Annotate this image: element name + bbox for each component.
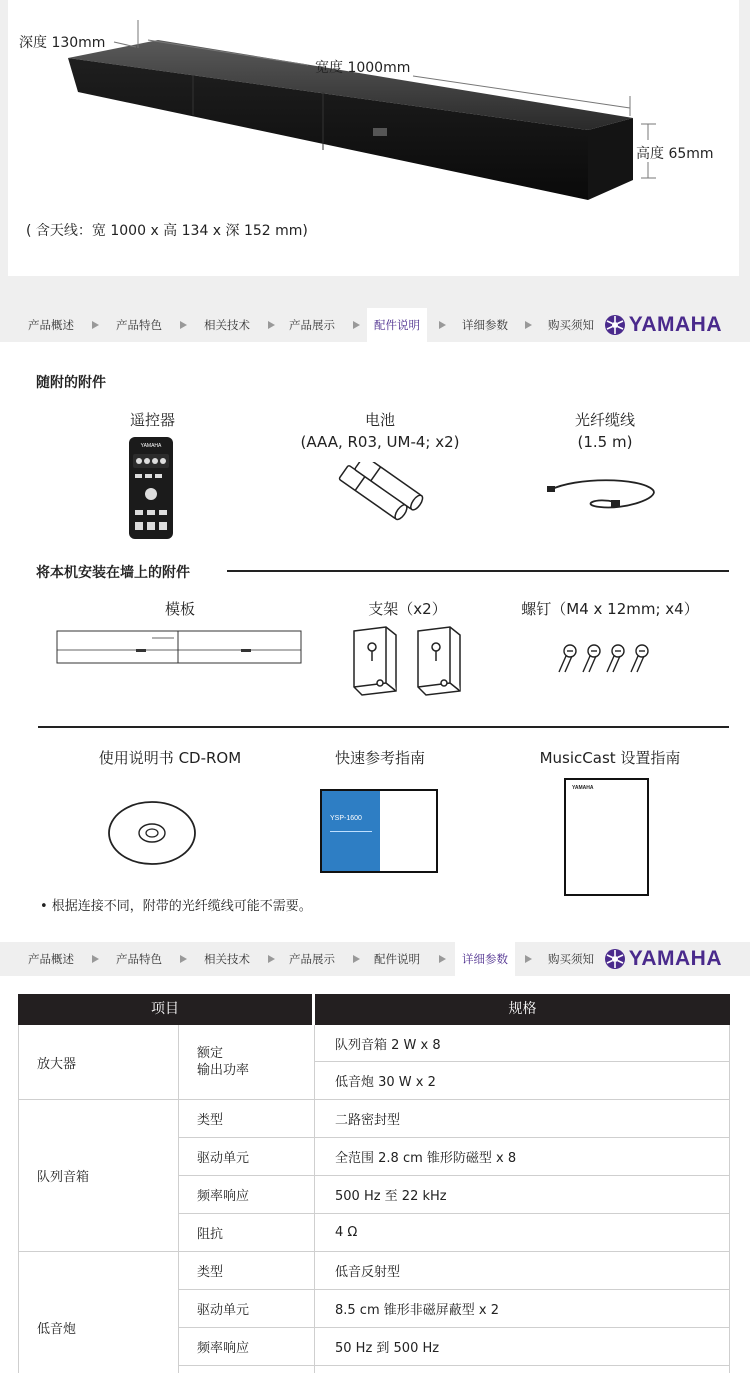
template-label: 模板 (164, 600, 195, 618)
value-type: 低音反射型 (315, 1252, 729, 1290)
mounting-template-icon (56, 630, 302, 664)
cd-rom-icon (107, 800, 197, 866)
value-driver: 8.5 cm 锥形非磁屏蔽型 x 2 (315, 1290, 729, 1328)
nav-showcase[interactable]: 产品展示 (289, 318, 335, 332)
param-driver: 驱动单元 (179, 1138, 314, 1176)
nav-arrow-icon (525, 955, 532, 963)
value-frequency: 50 Hz 到 500 Hz (315, 1328, 729, 1366)
value-frequency: 500 Hz 至 22 kHz (315, 1176, 729, 1214)
cdrom-label: 使用说明书 CD-ROM (98, 749, 242, 767)
nav-arrow-icon (268, 955, 275, 963)
nav-specs[interactable]: 详细参数 (455, 942, 515, 976)
yamaha-logo[interactable] (604, 312, 722, 338)
svg-text:YAMAHA: YAMAHA (140, 443, 162, 449)
booklet-model: YSP-1600 (330, 815, 362, 822)
booklet-brand: YAMAHA (572, 785, 594, 791)
spec-table (0, 976, 750, 1373)
batteries-icon (325, 462, 430, 537)
param-type: 类型 (179, 1100, 314, 1138)
nav-overview[interactable]: 产品概述 (28, 952, 74, 966)
optical-label: 光纤缆线 (574, 411, 635, 429)
param-type: 类型 (179, 1252, 314, 1290)
value-array-output: 队列音箱 2 W x 8 (315, 1025, 729, 1062)
nav-arrow-icon (92, 955, 99, 963)
accessories-panel (0, 342, 750, 942)
nav-features[interactable]: 产品特色 (116, 318, 162, 332)
tuning-fork-logo-icon (604, 314, 626, 336)
musiccast-guide-booklet (564, 778, 649, 896)
value-sub-output: 低音炮 30 W x 2 (315, 1062, 729, 1100)
screws-icon (555, 644, 657, 676)
param-rated-output: 额定 输出功率 (179, 1025, 314, 1100)
param-impedance: 阻抗 (179, 1214, 314, 1252)
nav-arrow-icon (353, 955, 360, 963)
header-spec: 规格 (315, 994, 730, 1025)
brand-text: YAMAHA (628, 947, 722, 970)
optical-cable-icon (545, 472, 660, 517)
remote-label: 遥控器 (129, 411, 175, 429)
section-included: 随附的附件 (36, 375, 106, 391)
height-label: 高度 65mm (636, 146, 714, 162)
nav-overview[interactable]: 产品概述 (28, 318, 74, 332)
dimension-panel (8, 0, 739, 276)
depth-label: 深度 130mm (19, 35, 106, 51)
param-frequency: 频率响应 (179, 1328, 314, 1366)
quick-guide-booklet (320, 789, 438, 873)
booklet-cover (322, 791, 380, 871)
section-wall-mount: 将本机安装在墙上的附件 (36, 565, 190, 581)
battery-label: 电池 (364, 411, 395, 429)
nav-arrow-icon (439, 955, 446, 963)
brand-text: YAMAHA (628, 313, 722, 336)
nav-arrow-icon (180, 955, 187, 963)
tuning-fork-logo-icon (604, 948, 626, 970)
nav-arrow-icon (439, 321, 446, 329)
nav-arrow-icon (525, 321, 532, 329)
nav-arrow-icon (353, 321, 360, 329)
nav-purchase[interactable]: 购买须知 (548, 318, 594, 332)
nav-accessories[interactable]: 配件说明 (374, 952, 420, 966)
nav-features[interactable]: 产品特色 (116, 952, 162, 966)
header-item: 项目 (18, 994, 312, 1025)
screw-label: 螺钉（M4 x 12mm; x4） (521, 600, 699, 618)
nav-showcase[interactable]: 产品展示 (289, 952, 335, 966)
group-subwoofer: 低音炮 (19, 1252, 178, 1373)
section-divider (38, 726, 729, 728)
nav-bar-specs (0, 942, 750, 976)
optical-length: (1.5 m) (577, 433, 633, 451)
optical-cable-footnote: • 根据连接不同，附带的光纤缆线可能不需要。 (40, 899, 312, 914)
value-type: 二路密封型 (315, 1100, 729, 1138)
nav-arrow-icon (92, 321, 99, 329)
param-driver: 驱动单元 (179, 1290, 314, 1328)
group-array-speaker: 队列音箱 (19, 1100, 178, 1252)
section-divider (227, 570, 729, 572)
remote-control-icon (128, 436, 174, 540)
wall-bracket-icon (350, 625, 466, 697)
yamaha-logo[interactable] (604, 946, 722, 972)
quickguide-label: 快速参考指南 (334, 749, 425, 767)
nav-purchase[interactable]: 购买须知 (548, 952, 594, 966)
antenna-note: ( 含天线：宽 1000 x 高 134 x 深 152 mm) (26, 223, 308, 239)
nav-arrow-icon (268, 321, 275, 329)
nav-bar-accessories (0, 308, 750, 342)
value-driver: 全范围 2.8 cm 锥形防磁型 x 8 (315, 1138, 729, 1176)
nav-arrow-icon (180, 321, 187, 329)
nav-technology[interactable]: 相关技术 (204, 318, 250, 332)
nav-specs[interactable]: 详细参数 (462, 318, 508, 332)
value-impedance: 4 Ω (315, 1214, 729, 1252)
nav-accessories[interactable]: 配件说明 (367, 308, 427, 342)
param-frequency: 频率响应 (179, 1176, 314, 1214)
width-label: 宽度 1000mm (315, 60, 411, 76)
battery-spec: (AAA, R03, UM-4; x2) (300, 433, 460, 451)
bracket-label: 支架（x2） (368, 600, 447, 618)
musiccast-label: MusicCast 设置指南 (539, 749, 681, 767)
group-amplifier: 放大器 (19, 1025, 178, 1100)
nav-technology[interactable]: 相关技术 (204, 952, 250, 966)
